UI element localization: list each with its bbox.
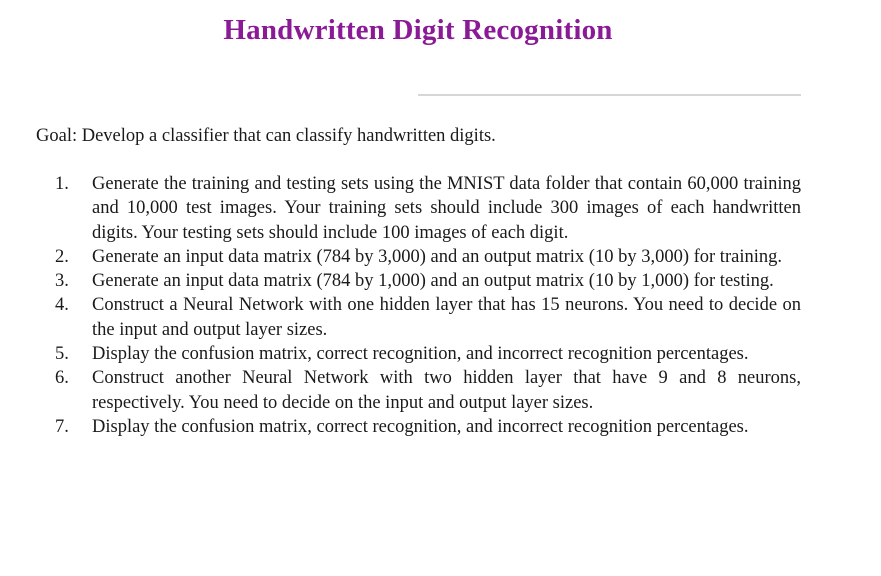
task-text: Generate an input data matrix (784 by 1,000) and an output matrix (10 by 1,000) for testing. [92,271,774,292]
task-text: Generate the training and testing sets using the MNIST data folder that contain 60,000 training and 10,000 test images. Your training sets should include 300 images of each handwritten digits. Your testing sets should include 100 images of each digit. [92,174,801,243]
task-item [55,172,801,245]
horizontal-divider [418,94,801,96]
goal-statement: Goal: Develop a classifier that can classify handwritten digits. [36,126,496,146]
task-item [55,366,801,415]
task-text: Construct another Neural Network with two hidden layer that have 9 and 8 neurons, respectively. You need to decide on the input and output layer sizes. [92,368,801,413]
task-number: 5. [55,344,69,365]
task-list [55,172,801,439]
task-text: Display the confusion matrix, correct recognition, and incorrect recognition percentages. [92,344,749,365]
task-text: Construct a Neural Network with one hidden layer that has 15 neurons. You need to decide on the input and output layer sizes. [92,295,801,340]
task-number: 6. [55,368,69,389]
task-text: Generate an input data matrix (784 by 3,000) and an output matrix (10 by 3,000) for training. [92,246,782,267]
task-number: 3. [55,271,69,292]
task-item [55,293,801,342]
task-number: 4. [55,295,69,316]
task-item [55,342,801,366]
task-item [55,415,801,439]
task-number: 1. [55,174,69,194]
task-item [55,269,801,293]
task-item [55,245,801,269]
task-number: 2. [55,246,69,267]
task-text: Display the confusion matrix, correct recognition, and incorrect recognition percentages. [92,416,749,437]
document-title: Handwritten Digit Recognition [223,14,613,46]
task-number: 7. [55,416,69,437]
